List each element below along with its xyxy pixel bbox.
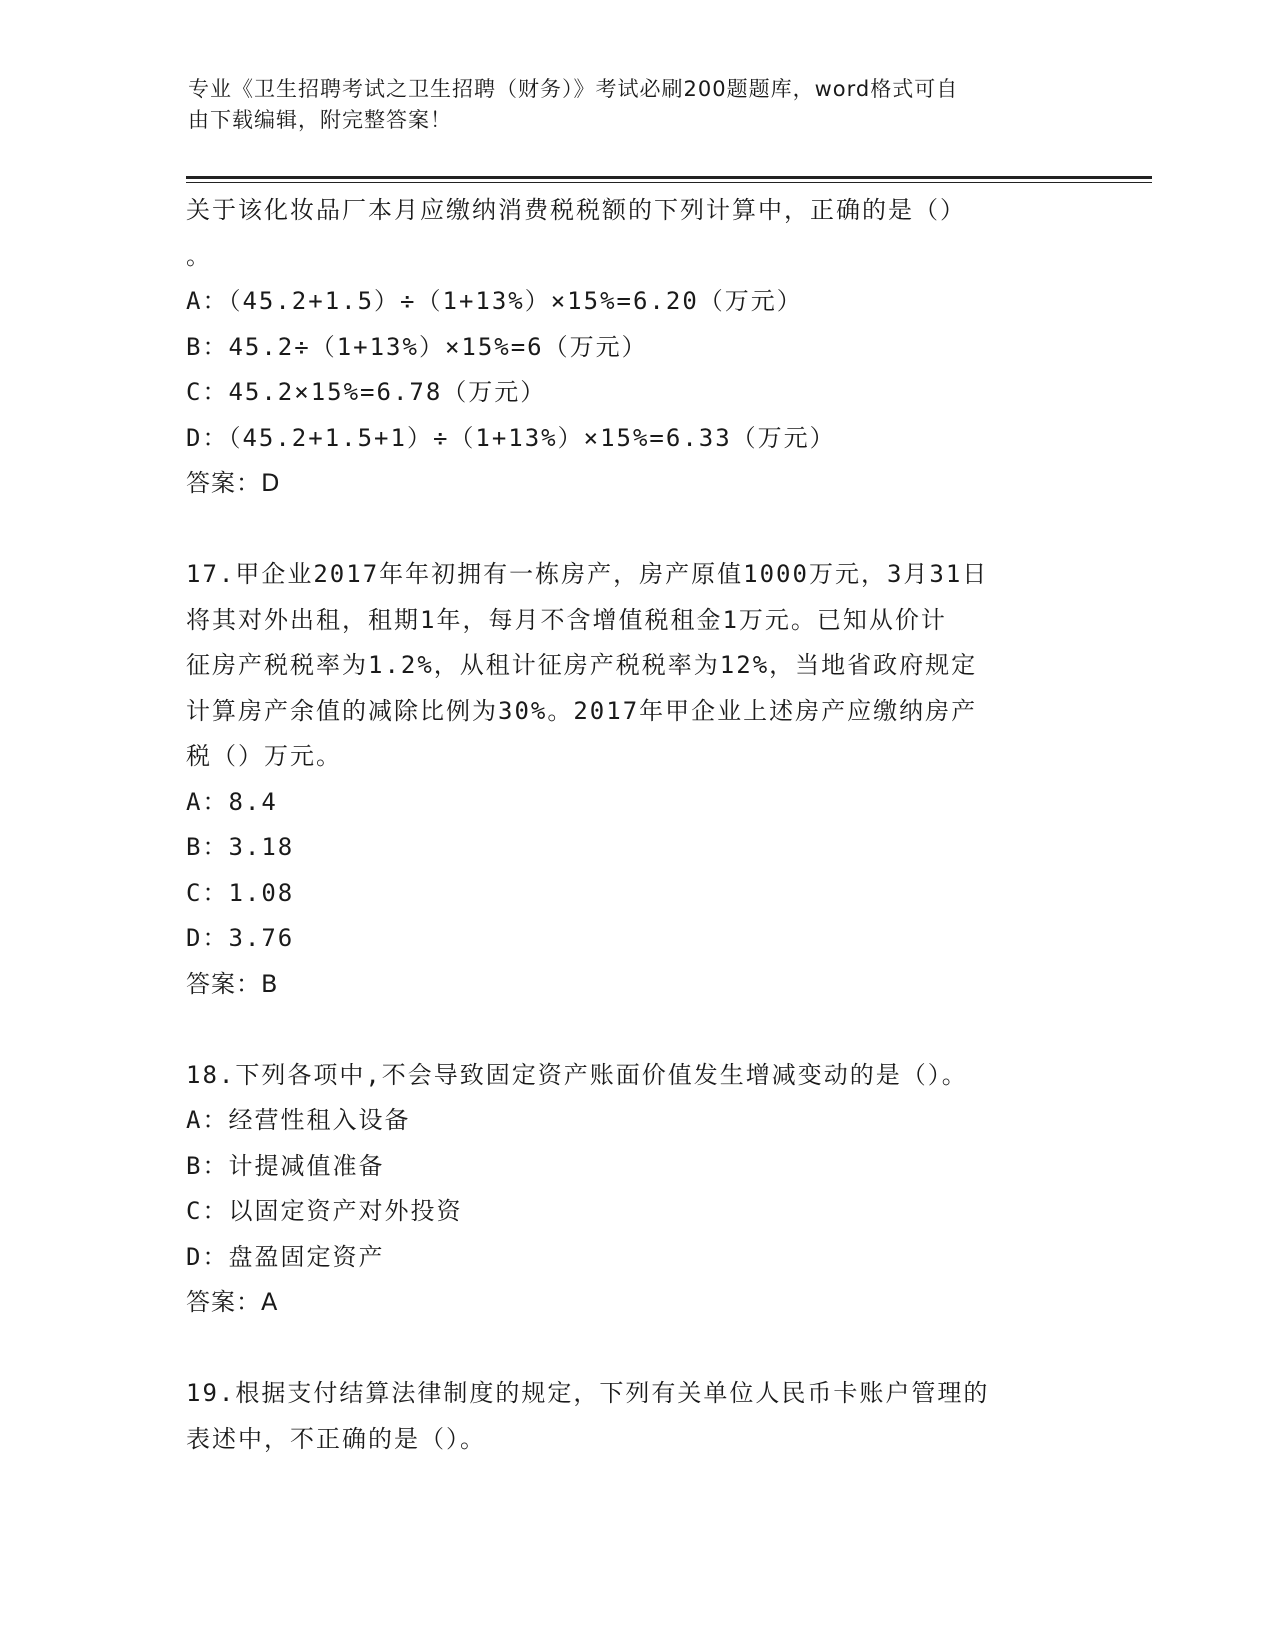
option-b: B：45.2÷（1+13%）×15%=6（万元）	[186, 332, 648, 361]
spacer	[186, 1007, 1086, 1053]
answer-line: 答案：B	[186, 969, 279, 998]
question-19	[186, 1371, 1086, 1462]
question-stem-line: 将其对外出租，租期1年，每月不含增值税租金1万元。已知从价计	[186, 605, 947, 634]
spacer	[186, 1326, 1086, 1372]
question-stem-line: 征房产税税率为1.2%，从租计征房产税税率为12%，当地省政府规定	[186, 651, 978, 679]
document-header	[188, 74, 1068, 136]
header-line-1: 专业《卫生招聘考试之卫生招聘（财务）》考试必刷200题题库，word格式可自	[188, 77, 959, 101]
option-d: D：（45.2+1.5+1）÷（1+13%）×15%=6.33（万元）	[186, 423, 836, 452]
option-b: B：计提减值准备	[186, 1151, 385, 1180]
header-divider-thick	[186, 176, 1152, 179]
option-b: B：3.18	[186, 833, 295, 861]
answer-line: 答案：D	[186, 469, 281, 497]
option-a: A：（45.2+1.5）÷（1+13%）×15%=6.20（万元）	[186, 287, 803, 315]
option-d: D：3.76	[186, 924, 295, 952]
header-line-2: 由下载编辑，附完整答案！	[188, 108, 452, 132]
question-list	[186, 188, 1086, 1462]
header-divider-thin	[186, 182, 1152, 183]
question-stem-line: 17.甲企业2017年年初拥有一栋房产，房产原值1000万元，3月31日	[186, 560, 989, 588]
answer-line: 答案：A	[186, 1288, 279, 1316]
option-c: C：以固定资产对外投资	[186, 1197, 463, 1225]
question-17	[186, 552, 1086, 1007]
question-16	[186, 188, 1086, 507]
question-18	[186, 1053, 1086, 1326]
option-a: A：经营性租入设备	[186, 1106, 411, 1134]
option-c: C：45.2×15%=6.78（万元）	[186, 378, 547, 406]
question-stem-line: 税（）万元。	[186, 742, 342, 770]
question-stem-line: 计算房产余值的减除比例为30%。2017年甲企业上述房产应缴纳房产	[186, 696, 978, 725]
option-c: C：1.08	[186, 878, 295, 907]
question-stem-line: 。	[186, 241, 212, 270]
option-a: A：8.4	[186, 787, 278, 816]
option-d: D：盘盈固定资产	[186, 1242, 385, 1271]
question-stem-line: 19.根据支付结算法律制度的规定，下列有关单位人民币卡账户管理的	[186, 1379, 990, 1407]
question-stem-line: 关于该化妆品厂本月应缴纳消费税税额的下列计算中，正确的是（）	[186, 196, 966, 224]
question-stem-line: 表述中，不正确的是（）。	[186, 1424, 486, 1453]
spacer	[186, 507, 1086, 553]
question-stem-line: 18.下列各项中,不会导致固定资产账面价值发生增减变动的是（）。	[186, 1060, 968, 1089]
